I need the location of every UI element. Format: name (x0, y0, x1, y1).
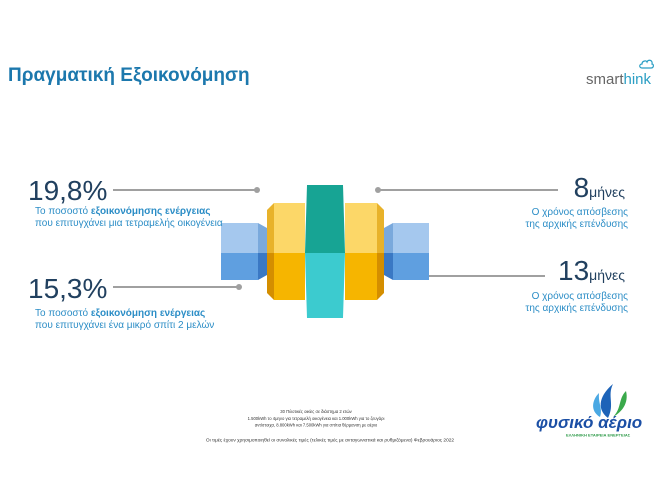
stat-desc-line2: που επιτυγχάνει ένα μικρό σπίτι 2 μελών (35, 320, 215, 331)
stat-desc-line2: της αρχικής επένδυσης (525, 303, 628, 314)
smarthink-logo (586, 71, 651, 89)
stat-payback-desc-2 (525, 291, 628, 315)
block-yellow-left (267, 203, 305, 300)
cloud-icon (638, 57, 655, 70)
fysiko-aerio-logo-tagline: ΕΛΛΗΝΙΚΗ ΕΤΑΙΡΕΙΑ ΕΝΕΡΓΕΙΑΣ (566, 433, 631, 438)
block-yellow-right (345, 203, 384, 300)
stat-value-small-house: 15,3% (28, 273, 108, 304)
stat-desc-family (35, 206, 223, 230)
stat-desc-line1 (35, 206, 223, 218)
stat-payback-value: 8 (573, 172, 590, 203)
logo-text-dark: smart (586, 71, 624, 88)
block-blue-left (221, 223, 267, 280)
stat-payback-1 (574, 174, 625, 206)
stat-desc-bold: εξοικονόμηση ενέργειας (90, 308, 206, 319)
stat-payback-2 (558, 257, 625, 289)
page-title: Πραγματική Εξοικονόμηση (8, 65, 250, 86)
stat-desc-line1: Ο χρόνος απόσβεσης (531, 207, 628, 218)
fysiko-aerio-logo-name: φυσικό αέριο (536, 413, 643, 432)
stat-desc-line2: της αρχικής επένδυσης (525, 219, 628, 230)
stat-desc-prefix: Το ποσοστό (35, 308, 89, 319)
block-teal-center (305, 185, 345, 318)
stat-desc-bold: εξοικονόμησης ενέργειας (90, 206, 211, 217)
footnote-line: 1.500kWh το 4μηνο για τετραμελή οικογένεια και 1.000kWh για το ζευγάρι (247, 416, 385, 422)
stat-desc-prefix: Το ποσοστό (35, 206, 89, 217)
stat-payback-desc-1 (525, 207, 628, 231)
stat-desc-line1: Ο χρόνος απόσβεσης (531, 291, 628, 302)
stat-payback-unit: μήνες (589, 267, 625, 283)
connector-dot-left-2 (236, 284, 242, 290)
stat-payback-value: 13 (558, 255, 590, 286)
stat-payback-unit: μήνες (589, 184, 625, 200)
stat-desc-line2: που επιτυγχάνει μια τετραμελής οικογένεια (35, 218, 223, 229)
footnote-line: αντίστοιχα, 8.800kWh και 7.500kWh για σπίτια θέρμανση με αέριο (254, 423, 378, 428)
footnote-line: 30 Πιλοτικές οικίες σε διάστημα 2 ετών (280, 409, 352, 415)
connector-dot-left-1 (254, 187, 260, 193)
footnote-prices: Οι τιμές έχουν χρησιμοποιηθεί οι συνολικές τιμές (τελικές τιμές με ανταγωνιστικά και ρυθμιζόμενα) Φεβρουάριος 2022 (205, 437, 455, 443)
connector-dot-right-1 (375, 187, 381, 193)
stat-value-family: 19,8% (28, 175, 108, 206)
stat-desc-line1 (35, 308, 214, 320)
block-blue-right (384, 223, 429, 280)
footnotes (190, 409, 442, 429)
logo-text-accent: hink (623, 71, 652, 88)
stat-desc-small-house (35, 308, 214, 332)
